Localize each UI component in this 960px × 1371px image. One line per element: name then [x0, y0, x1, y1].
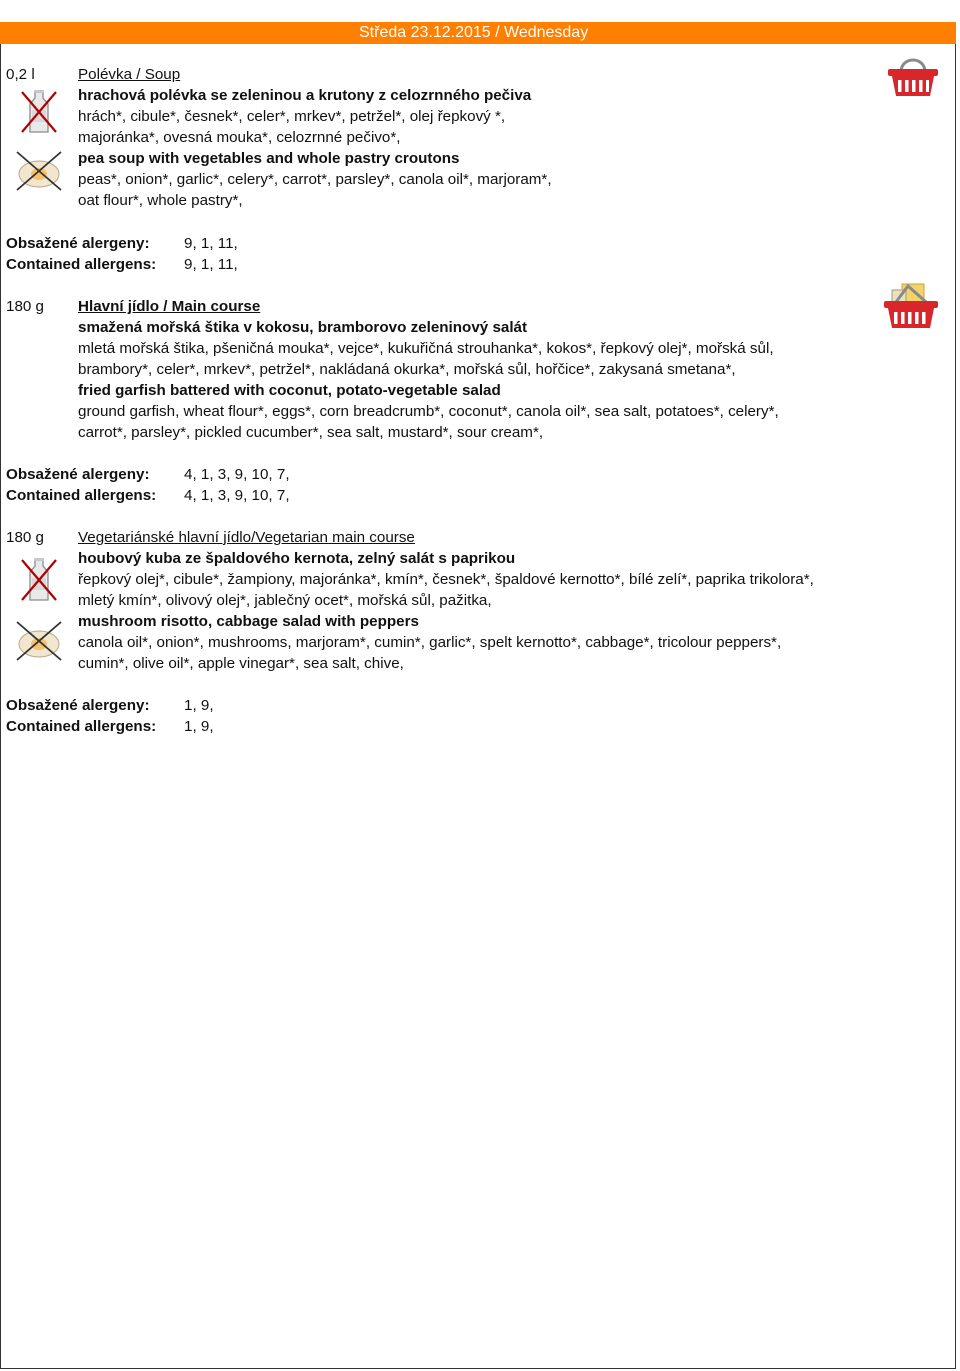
main-allergens-cz [6, 464, 290, 485]
main-ingredients-en-2: carrot*, parsley*, pickled cucumber*, sea salt, mustard*, sour cream*, [78, 424, 544, 441]
main-allergens-en [6, 485, 290, 506]
no-egg-icon [12, 618, 66, 664]
header-date: Středa 23.12.2015 / Wednesday [359, 24, 589, 41]
soup-ingredients-cz-1: hrách*, cibule*, česnek*, celer*, mrkev*, petržel*, olej řepkový *, [78, 108, 506, 125]
no-milk-icon [18, 556, 60, 604]
veg-name-en: mushroom risotto, cabbage salad with peppers [78, 613, 419, 630]
veg-ingredients-en-1: canola oil*, onion*, mushrooms, marjoram*, cumin*, garlic*, spelt kernotto*, cabbage*, tricolour peppers*, [78, 634, 782, 651]
allergens-en-value: 1, 9, [184, 718, 214, 735]
veg-ingredients-cz-2: mletý kmín*, olivový olej*, jablečný ocet*, mořská sůl, pažitka, [78, 592, 492, 609]
veg-ingredients-cz-1: řepkový olej*, cibule*, žampiony, majoránka*, kmín*, česnek*, špaldové kernotto*, bílé zelí*, paprika trikolora*, [78, 571, 814, 588]
soup-ingredients-en-1: peas*, onion*, garlic*, celery*, carrot*, parsley*, canola oil*, marjoram*, [78, 171, 552, 188]
allergens-en-label: Contained allergens: [6, 718, 157, 735]
main-ingredients-cz-2: brambory*, celer*, mrkev*, petržel*, nakládaná okurka*, mořská sůl, hořčice*, zakysaná smetana*, [78, 361, 736, 378]
allergens-en-label: Contained allergens: [6, 487, 157, 504]
soup-ingredients-cz-2: majoránka*, ovesná mouka*, celozrnné pečivo*, [78, 129, 401, 146]
veg-quantity: 180 g [6, 529, 45, 546]
allergens-cz-value: 1, 9, [184, 697, 214, 714]
soup-allergens-en [6, 254, 238, 275]
allergens-cz-label: Obsažené alergeny: [6, 697, 150, 714]
basket-icon [884, 52, 942, 100]
allergens-cz-label: Obsažené alergeny: [6, 466, 150, 483]
veg-allergens-cz [6, 695, 214, 716]
main-name-en: fried garfish battered with coconut, potato-vegetable salad [78, 382, 501, 399]
allergens-cz-value: 9, 1, 11, [184, 235, 238, 252]
veg-ingredients-en-2: cumin*, olive oil*, apple vinegar*, sea salt, chive, [78, 655, 404, 672]
soup-quantity: 0,2 l [6, 66, 35, 83]
veg-title: Vegetariánské hlavní jídlo/Vegetarian main course [78, 529, 415, 546]
basket-full-icon [880, 280, 942, 332]
soup-allergens-cz [6, 233, 238, 254]
allergens-cz-value: 4, 1, 3, 9, 10, 7, [184, 466, 290, 483]
soup-title: Polévka / Soup [78, 66, 181, 83]
main-name-cz: smažená mořská štika v kokosu, bramborovo zeleninový salát [78, 319, 528, 336]
soup-ingredients-en-2: oat flour*, whole pastry*, [78, 192, 243, 209]
main-title: Hlavní jídlo / Main course [78, 298, 261, 315]
soup-name-cz: hrachová polévka se zeleninou a krutony z celozrnného pečiva [78, 87, 532, 104]
no-egg-icon [12, 148, 66, 194]
allergens-en-label: Contained allergens: [6, 256, 157, 273]
main-ingredients-en-1: ground garfish, wheat flour*, eggs*, corn breadcrumb*, coconut*, canola oil*, sea salt, potatoes*, celery*, [78, 403, 779, 420]
veg-name-cz: houbový kuba ze špaldového kernota, zelný salát s paprikou [78, 550, 516, 567]
veg-allergens-en [6, 716, 214, 737]
main-quantity: 180 g [6, 298, 45, 315]
allergens-cz-label: Obsažené alergeny: [6, 235, 150, 252]
main-ingredients-cz-1: mletá mořská štika, pšeničná mouka*, vejce*, kukuřičná strouhanka*, kokos*, řepkový olej*, mořská sůl, [78, 340, 774, 357]
allergens-en-value: 4, 1, 3, 9, 10, 7, [184, 487, 290, 504]
soup-name-en: pea soup with vegetables and whole pastry croutons [78, 150, 460, 167]
allergens-en-value: 9, 1, 11, [184, 256, 238, 273]
no-milk-icon [18, 88, 60, 136]
